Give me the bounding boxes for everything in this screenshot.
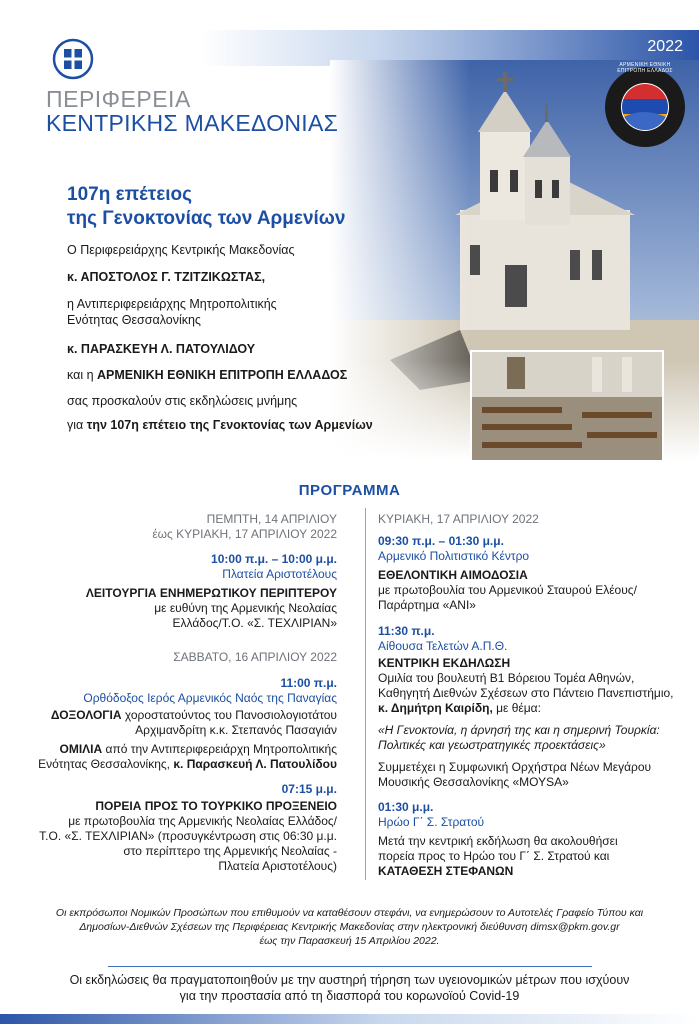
right-event3-time: 01:30 μ.μ.: [378, 800, 434, 814]
right-event3-title: ΚΑΤΑΘΕΣΗ ΣΤΕΦΑΝΩΝ: [378, 864, 514, 878]
right-event2-desc2: Καθηγητή Διεθνών Σχέσεων στο Πάντειο Πανεπιστήμιο,: [378, 686, 674, 700]
left-event2-speech: [60, 742, 338, 757]
final-line1: Οι εκδηλώσεις θα πραγματοποιηθούν με την αυστηρή τήρηση των υγειονομικών μέτρων που ισχύουν: [69, 973, 630, 987]
right-event2-place: Αίθουσα Τελετών Α.Π.Θ.: [378, 639, 508, 653]
speech-text2: Ενότητας Θεσσαλονίκης,: [38, 757, 174, 771]
left-event3-desc3: στο περίπτερο της Αρμενικής Νεολαίας -: [123, 844, 337, 858]
intro-line1: Ο Περιφερειάρχης Κεντρικής Μακεδονίας: [67, 243, 295, 257]
title-line1: 107η επέτειος: [67, 184, 192, 205]
intro-line8: [67, 418, 373, 433]
intro-line4: Ενότητας Θεσσαλονίκης: [67, 313, 201, 327]
intro-line2: κ. ΑΠΟΣΤΟΛΟΣ Γ. ΤΖΙΤΖΙΚΩΣΤΑΣ,: [67, 270, 266, 284]
intro-line6: [67, 368, 347, 383]
left-date2: ΣΑΒΒΑΤΟ, 16 ΑΠΡΙΛΙΟΥ 2022: [173, 650, 337, 664]
final-notice: [40, 972, 659, 1004]
year-label: 2022: [647, 38, 683, 55]
right-event2-orchestra1: Συμμετέχει η Συμφωνική Ορχήστρα Νέων Μεγάρου: [378, 760, 652, 774]
left-event1-time: 10:00 π.μ. – 10:00 μ.μ.: [211, 552, 337, 566]
right-date1: ΚΥΡΙΑΚΗ, 17 ΑΠΡΙΛΙΟΥ 2022: [378, 512, 539, 526]
title-line2: της Γενοκτονίας των Αρμενίων: [67, 208, 346, 229]
left-event3-desc1: με πρωτοβουλία της Αρμενικής Νεολαίας Ελλάδος/: [68, 814, 337, 828]
doxology-text: χοροστατούντος του Πανοσιολογιοτάτου: [121, 708, 337, 722]
left-event3-desc4: Πλατεία Αριστοτέλους): [218, 859, 337, 873]
speech-text: από την Αντιπεριφερειάρχη Μητροπολιτικής: [102, 742, 337, 756]
badge-text: ΑΡΜΕΝΙΚΗ ΕΘΝΙΚΗ ΕΠΙΤΡΟΠΗ ΕΛΛΑΔΟΣ: [617, 62, 673, 74]
left-event2-place: Ορθόδοξος Ιερός Αρμενικός Ναός της Παναγίας: [83, 691, 337, 705]
intro-line5: κ. ΠΑΡΑΣΚΕΥΗ Λ. ΠΑΤΟΥΛΙΔΟΥ: [67, 342, 256, 356]
left-event3-desc2: Τ.Ο. «Σ. ΤΕΧΛΙΡΙΑΝ» (προσυγκέντρωση στις 06:30 μ.μ.: [39, 829, 337, 843]
intro-line7: σας προσκαλούν στις εκδηλώσεις μνήμης: [67, 394, 298, 408]
left-event2-doxology: [51, 708, 337, 723]
right-event3-place: Ηρώο Γ΄ Σ. Στρατού: [378, 815, 485, 829]
armenian-committee-badge-icon: [604, 66, 686, 148]
left-event3-title: ΠΟΡΕΙΑ ΠΡΟΣ ΤΟ ΤΟΥΡΚΙΚΟ ΠΡΟΞΕΝΕΙΟ: [95, 799, 337, 813]
right-event2-quote1: «Η Γενοκτονία, η άρνησή της και η σημερινή Τουρκία:: [378, 723, 660, 737]
right-event3-desc1: Μετά την κεντρική εκδήλωση θα ακολουθήσει: [378, 834, 618, 848]
intro-line3: η Αντιπεριφερειάρχης Μητροπολιτικής: [67, 297, 277, 311]
right-event1-time: 09:30 π.μ. – 01:30 μ.μ.: [378, 534, 504, 548]
note-line1: Οι εκπρόσωποι Νομικών Προσώπων που επιθυμούν να καταθέσουν στεφάνι, να ενημερώσουν το Αυτοτελές Γραφείο Τύπου και: [55, 907, 644, 919]
right-event3-desc2: πορεία προς το Ηρώο του Γ΄ Σ. Στρατού και: [378, 849, 610, 863]
left-date1-b: έως ΚΥΡΙΑΚΗ, 17 ΑΠΡΙΛΙΟΥ 2022: [152, 527, 337, 541]
right-event2-title: ΚΕΝΤΡΙΚΗ ΕΚΔΗΛΩΣΗ: [378, 656, 511, 670]
left-date1-a: ΠΕΜΠΤΗ, 14 ΑΠΡΙΛΙΟΥ: [206, 512, 337, 526]
final-line2: για την προστασία από τη διασπορά του κορωνοϊού Covid-19: [179, 989, 520, 1003]
left-event1-desc2: Ελλάδος/Τ.Ο. «Σ. ΤΕΧΛΙΡΙΑΝ»: [172, 616, 337, 630]
program-title: ΠΡΟΓΡΑΜΜΑ: [298, 482, 401, 499]
right-event2-time: 11:30 π.μ.: [378, 624, 435, 638]
right-event2-desc1: Ομιλία του βουλευτή Β1 Βόρειου Τομέα Αθηνών,: [378, 671, 635, 685]
right-event1-title: ΕΘΕΛΟΝΤΙΚΗ ΑΙΜΟΔΟΣΙΑ: [378, 568, 528, 582]
speech-speaker: κ. Παρασκευή Λ. Πατουλίδου: [173, 757, 337, 771]
right-event2-orchestra2: Μουσικής Θεσσαλονίκης «ΜΟΥSΑ»: [378, 775, 569, 789]
left-event3-time: 07:15 μ.μ.: [281, 782, 337, 796]
right-event2-quote2: Πολιτικές και γεωστρατηγικές προεκτάσεις»: [378, 738, 606, 752]
speaker-topic-label: με θέμα:: [492, 701, 541, 715]
region-name-line2: ΚΕΝΤΡΙΚΗΣ ΜΑΚΕΔΟΝΙΑΣ: [46, 110, 339, 136]
greek-emblem-icon: [52, 38, 94, 80]
region-name-line1: ΠΕΡΙΦΕΡΕΙΑ: [46, 86, 191, 112]
doxology-label: ΔΟΞΟΛΟΓΙΑ: [50, 708, 122, 722]
right-event1-place: Αρμενικό Πολιτιστικό Κέντρο: [378, 549, 530, 563]
column-divider: [365, 508, 366, 880]
intro-line6-org: ΑΡΜΕΝΙΚΗ ΕΘΝΙΚΗ ΕΠΙΤΡΟΠΗ ΕΛΛΑΔΟΣ: [97, 368, 348, 382]
right-event1-desc2: Παράρτημα «ANI»: [378, 598, 476, 612]
left-event2-speech2: [38, 757, 337, 772]
church-interior-photo: [470, 350, 664, 462]
left-event2-doxology2: Αρχιμανδρίτη κ.κ. Στεπανός Πασαγιάν: [135, 723, 337, 737]
left-event2-time: 11:00 π.μ.: [280, 676, 337, 690]
left-event1-title: ΛΕΙΤΟΥΡΓΙΑ ΕΝΗΜΕΡΩΤΙΚΟΥ ΠΕΡΙΠΤΕΡΟΥ: [85, 586, 337, 600]
right-event1-desc1: με πρωτοβουλία του Αρμενικού Σταυρού Ελέους/: [378, 583, 637, 597]
intro-line8-subject: την 107η επέτειο της Γενοκτονίας των Αρμενίων: [86, 418, 373, 432]
intro-line6-prefix: και η: [67, 368, 97, 382]
note-line3: έως την Παρασκευή 15 Απριλίου 2022.: [259, 935, 440, 947]
footer-divider: [108, 966, 592, 967]
right-event2-desc3: [378, 701, 541, 716]
left-event1-desc1: με ευθύνη της Αρμενικής Νεολαίας: [154, 601, 337, 615]
left-event1-place: Πλατεία Αριστοτέλους: [222, 567, 337, 581]
speech-label: ΟΜΙΛΙΑ: [59, 742, 103, 756]
speaker-name: κ. Δημήτρη Καιρίδη,: [378, 701, 493, 715]
note-line2: Δημοσίων-Διεθνών Σχέσεων της Περιφέρειας Κεντρικής Μακεδονίας στην ηλεκτρονική διεύθυνση dimsx@pkm.gov.gr: [79, 921, 620, 933]
footer-gradient-bar: [0, 1014, 699, 1024]
intro-line8-prefix: για: [67, 418, 87, 432]
